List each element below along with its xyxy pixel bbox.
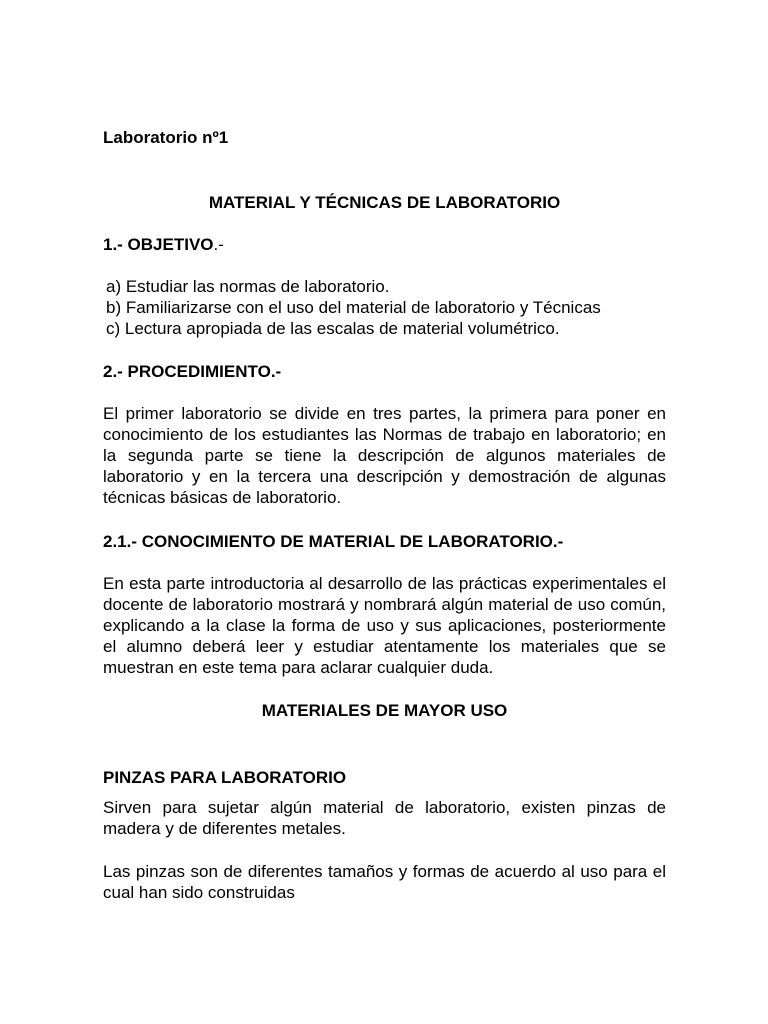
main-title: MATERIAL Y TÉCNICAS DE LABORATORIO [208,193,561,212]
objective-item: b) Familiarizarse con el uso del material de laboratorio y Técnicas [106,298,601,317]
materials-title: MATERIALES DE MAYOR USO [261,701,508,720]
objective-item: c) Lectura apropiada de las escalas de material volumétrico. [106,319,560,338]
tongs-heading: PINZAS PARA LABORATORIO [103,768,347,787]
knowledge-heading: 2.1.- CONOCIMIENTO DE MATERIAL DE LABORATORIO.- [103,532,564,551]
objective-heading-text: 1.- OBJETIVO [103,235,214,254]
objective-item: a) Estudiar las normas de laboratorio. [106,277,390,296]
objective-heading [103,234,666,255]
objective-list [103,276,666,339]
procedure-heading: 2.- PROCEDIMIENTO.- [103,362,282,381]
tongs-paragraph-2: Las pinzas son de diferentes tamaños y formas de acuerdo al uso para el cual han sido construidas [103,862,666,902]
knowledge-paragraph: En esta parte introductoria al desarrollo de las prácticas experimentales el docente de laboratorio mostrará y nombrará algún material de uso común, explicando a la clase la forma de uso y sus aplicaciones, posteriormente el alumno deberá leer y estudiar atentamente los materiales que se muestran en este tema para aclarar cualquier duda. [103,574,666,677]
objective-heading-suffix: .- [213,235,224,254]
lab-number: Laboratorio nº1 [103,128,229,147]
procedure-paragraph: El primer laboratorio se divide en tres partes, la primera para poner en conocimiento de los estudiantes las Normas de trabajo en laboratorio; en la segunda parte se tiene la descripción de algunos materiales de laboratorio y en la tercera una descripción y demostración de algunas técnicas básicas de laboratorio. [103,404,666,507]
tongs-paragraph-1: Sirven para sujetar algún material de laboratorio, existen pinzas de madera y de diferentes metales. [103,798,666,838]
